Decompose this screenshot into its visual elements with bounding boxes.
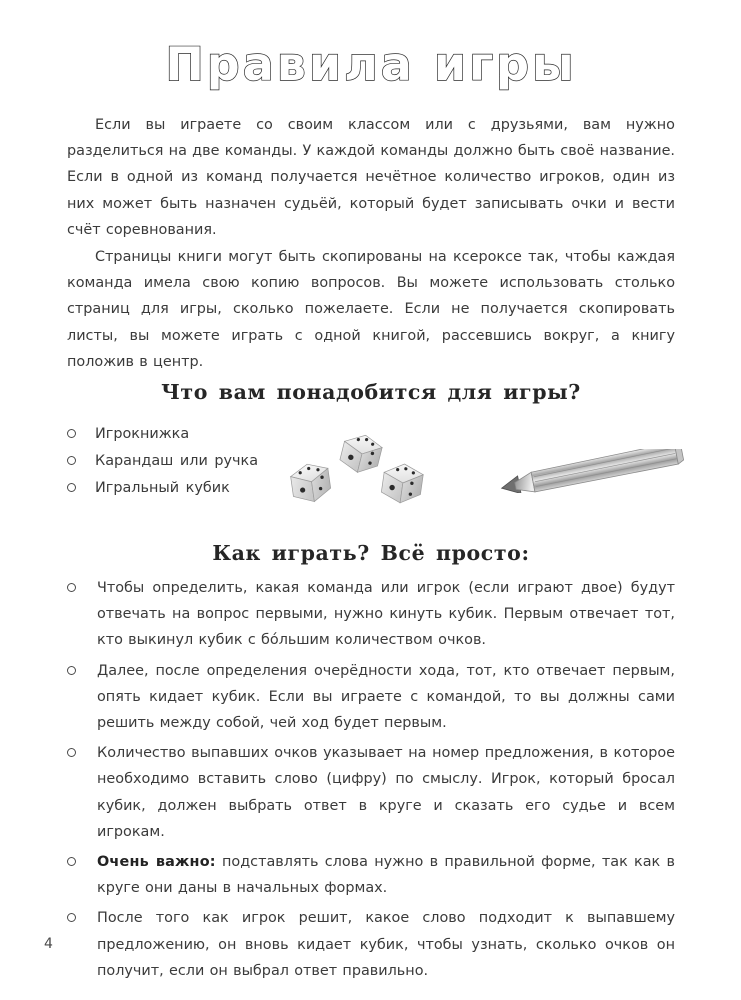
intro-paragraphs (67, 112, 675, 375)
circle-bullet-icon (67, 748, 76, 757)
rules-list (67, 575, 675, 988)
circle-bullet-icon (67, 483, 76, 492)
needs-list-item-label: Игрокнижка (95, 426, 190, 442)
die-3 (380, 461, 424, 505)
intro-paragraph-1: Если вы играете со своим классом или с друзьями, вам нужно разделиться на две команды. У каждой команды должно быть своё название. Если в одной из команд получается нечётное количество игроков, один из них может быть назначен судьёй, который будет записывать очки и вести счёт соревнования. (67, 117, 676, 238)
circle-bullet-icon (67, 857, 76, 866)
rule-item (67, 905, 675, 984)
rule-item (67, 575, 675, 654)
page-title-art (161, 38, 581, 96)
rule-item-text: Далее, после определения очерёдности хода, тот, кто отвечает первым, опять кидает кубик. Если вы играете с командой, то вы должны сами решить между собой, чей ход будет первым. (97, 662, 675, 732)
rule-item-text: После того как игрок решит, какое слово подходит к выпавшему предложению, он вновь кидает кубик, чтобы узнать, сколько очков он получит, если он выбрал ответ правильно. (97, 910, 675, 979)
circle-bullet-icon (67, 429, 76, 438)
dice-illustration (283, 425, 443, 515)
page-title (0, 38, 741, 100)
needs-list-item-label: Игральный кубик (95, 480, 230, 496)
howto-section-heading: Как играть? Всё просто: (212, 541, 530, 565)
circle-bullet-icon (67, 913, 76, 922)
rule-item-lead: Очень важно: (97, 854, 216, 871)
rule-item (67, 740, 675, 845)
circle-bullet-icon (67, 583, 76, 592)
circle-bullet-icon (67, 666, 76, 675)
intro-paragraph-2: Страницы книги могут быть скопированы на ксероксе так, чтобы каждая команда имела свою копию вопросов. Вы можете использовать столько страниц для игры, сколько пожелаете. Если не получается скопировать листы, вы можете играть с одной книгой, рассевшись вокруг, а книгу положив в центр. (67, 249, 675, 370)
circle-bullet-icon (67, 456, 76, 465)
page-number: 4 (44, 936, 53, 952)
rule-item-important (67, 849, 675, 901)
die-2 (338, 431, 384, 477)
needs-list-item-label: Карандаш или ручка (95, 453, 259, 469)
rule-item (67, 658, 675, 737)
rule-item-text: Количество выпавших очков указывает на номер предложения, в которое необходимо вставить слово (цифру) по смыслу. Игрок, который бросал кубик, должен выбрать ответ в круге и сказать его судье и всем игрокам. (97, 745, 675, 840)
needs-section-heading: Что вам понадобится для игры? (161, 380, 581, 404)
die-1 (289, 461, 332, 504)
rule-item-text: подставлять слова нужно в правильной форме, так как в круге они даны в начальных формах. (97, 854, 675, 897)
pencil-illustration (492, 449, 688, 493)
page-title-text: Правила игры (164, 38, 577, 91)
rule-item-text: Чтобы определить, какая команда или игрок (если играют двое) будут отвечать на вопрос первыми, нужно кинуть кубик. Первым отвечает тот, кто выкинул кубик с бóльшим количеством очков. (97, 580, 675, 649)
